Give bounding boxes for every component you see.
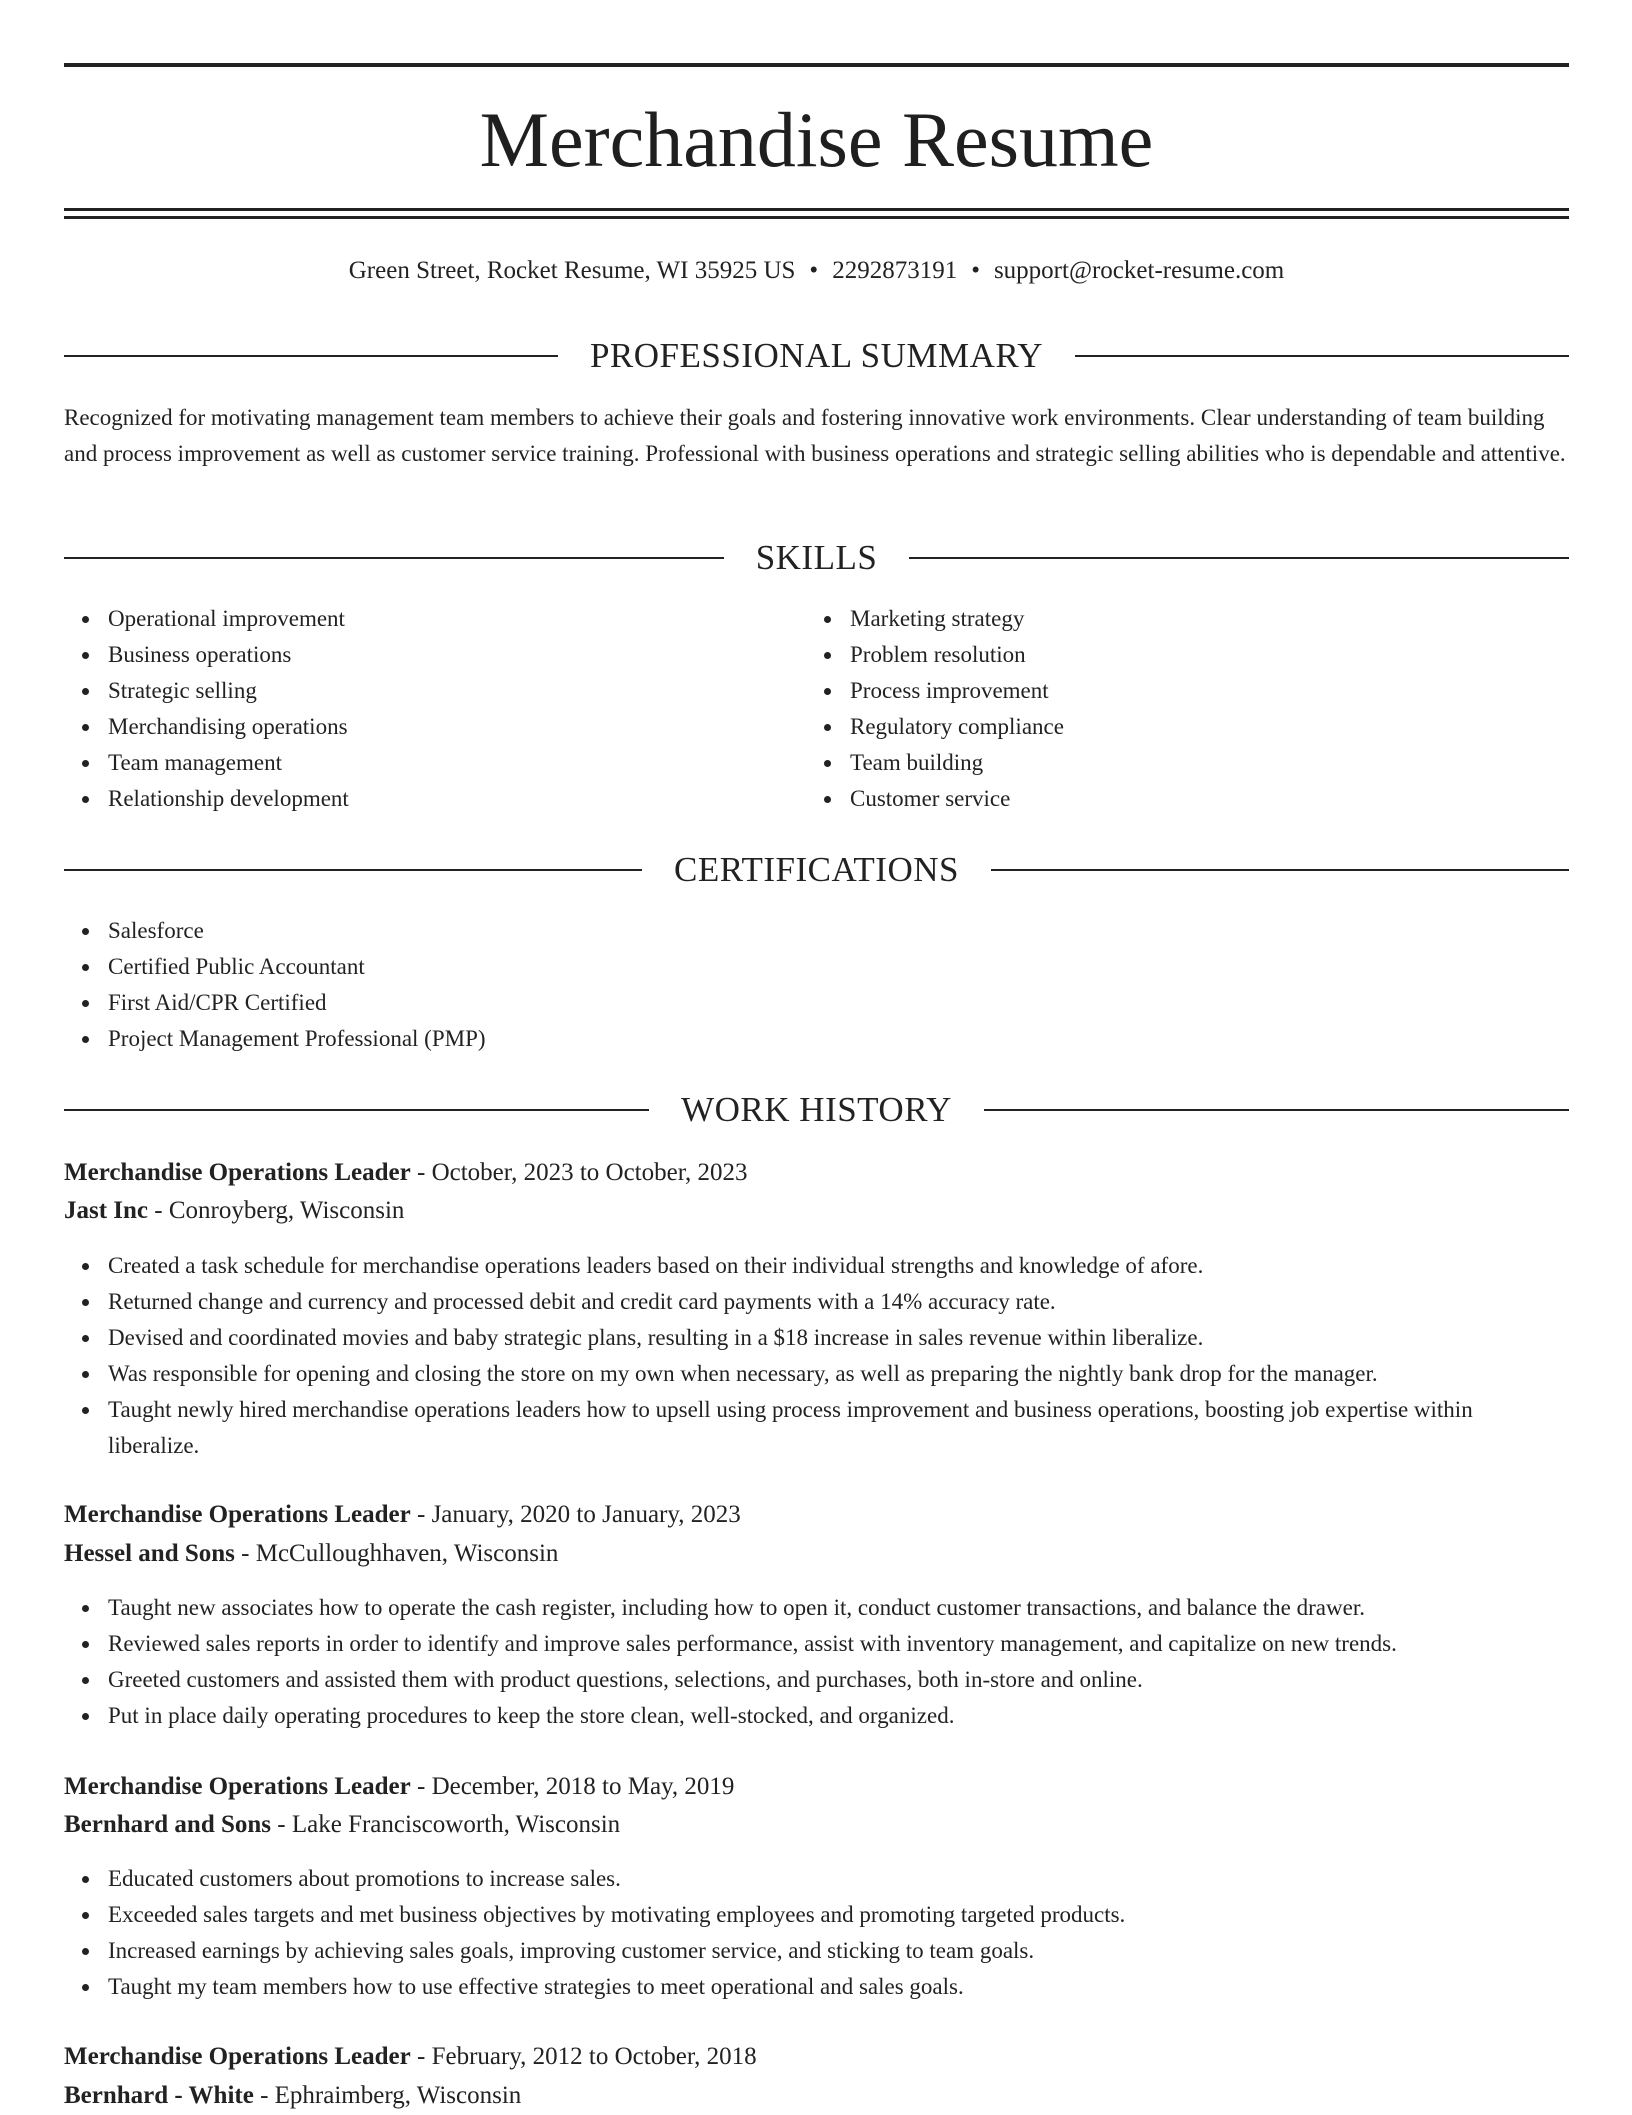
job-bullet: Educated customers about promotions to increase sales. <box>108 1861 1569 1897</box>
dash: - <box>416 1501 426 1528</box>
job-dates: January, 2020 to January, 2023 <box>431 1501 741 1528</box>
job-bullet: Taught newly hired merchandise operations leaders how to upsell using process improvement and business operations, boosting job expertise within liberalize. <box>108 1392 1569 1464</box>
job-company-line <box>64 1192 1569 1230</box>
title-rule-lower <box>64 216 1569 219</box>
job-location: Lake Franciscoworth, Wisconsin <box>291 1811 621 1838</box>
contact-separator: • <box>971 257 980 284</box>
dash: - <box>416 1159 426 1186</box>
certification-item: First Aid/CPR Certified <box>108 985 1568 1021</box>
heading-rule-right <box>909 557 1569 559</box>
section-title: CERTIFICATIONS <box>674 850 959 889</box>
certifications-list <box>64 913 1568 1057</box>
section-title: SKILLS <box>755 538 878 577</box>
job-bullet: Taught new associates how to operate the cash register, including how to open it, conduct customer transactions, and balance the drawer. <box>108 1590 1569 1626</box>
section-title: PROFESSIONAL SUMMARY <box>589 336 1044 375</box>
job-title: Merchandise Operations Leader <box>64 1773 411 1800</box>
job-dates: December, 2018 to May, 2019 <box>431 1773 735 1800</box>
section-title: WORK HISTORY <box>681 1090 952 1129</box>
skill-item: Team building <box>850 745 1550 781</box>
contact-address: Green Street, Rocket Resume, WI 35925 US <box>348 257 796 284</box>
job-bullet: Created a task schedule for merchandise operations leaders based on their individual strengths and knowledge of afore. <box>108 1248 1569 1284</box>
heading-rule-right <box>1075 355 1569 357</box>
job-company-line <box>64 1806 1569 1844</box>
resume-title: Merchandise Resume <box>479 96 1154 183</box>
contact-email[interactable]: support@rocket-resume.com <box>993 257 1285 284</box>
skill-item: Team management <box>108 745 808 781</box>
contact-phone: 2292873191 <box>832 257 958 284</box>
contact-line <box>64 254 1569 288</box>
section-heading-skills <box>64 538 1569 578</box>
job-company-line <box>64 1535 1569 1573</box>
dash: - <box>260 2082 269 2109</box>
skill-item: Regulatory compliance <box>850 709 1550 745</box>
certification-item: Salesforce <box>108 913 1568 949</box>
section-heading-work-history <box>64 1090 1569 1130</box>
heading-rule-left <box>64 557 724 559</box>
certification-item: Project Management Professional (PMP) <box>108 1021 1568 1057</box>
heading-rule-left <box>64 869 642 871</box>
job-dates: February, 2012 to October, 2018 <box>431 2043 757 2070</box>
job-bullet: Increased earnings by achieving sales goals, improving customer service, and sticking to team goals. <box>108 1933 1569 1969</box>
job-title: Merchandise Operations Leader <box>64 2043 411 2070</box>
job-bullet: Taught my team members how to use effective strategies to meet operational and sales goals. <box>108 1969 1569 2005</box>
job-bullet: Put in place daily operating procedures to keep the store clean, well-stocked, and organized. <box>108 1698 1569 1734</box>
contact-separator: • <box>809 257 819 284</box>
job-bullets <box>64 1248 1569 1464</box>
certification-item: Certified Public Accountant <box>108 949 1568 985</box>
dash: - <box>416 1773 426 1800</box>
summary-text: Recognized for motivating management team members to achieve their goals and fostering innovative work environments. Clear understanding of team building and process improvement as well as customer service training. Professional with business operations and strategic selling abilities who is dependable and attentive. <box>64 405 1566 466</box>
title-rule-upper <box>64 208 1569 211</box>
job-bullet: Exceeded sales targets and met business objectives by motivating employees and promoting targeted products. <box>108 1897 1569 1933</box>
job-dates: October, 2023 to October, 2023 <box>431 1159 748 1186</box>
job-bullets <box>64 1590 1569 1734</box>
job-company: Hessel and Sons <box>64 1540 235 1567</box>
job-title: Merchandise Operations Leader <box>64 1501 411 1528</box>
dash: - <box>154 1197 163 1224</box>
job-title-line <box>64 1496 1569 1534</box>
skill-item: Relationship development <box>108 781 808 817</box>
job-title-line <box>64 1768 1569 1806</box>
job-bullet: Devised and coordinated movies and baby strategic plans, resulting in a $18 increase in sales revenue within liberalize. <box>108 1320 1569 1356</box>
skill-item: Business operations <box>108 637 808 673</box>
skill-item: Merchandising operations <box>108 709 808 745</box>
dash: - <box>241 1540 250 1567</box>
job-bullet: Returned change and currency and processed debit and credit card payments with a 14% accuracy rate. <box>108 1284 1569 1320</box>
dash: - <box>416 2043 426 2070</box>
section-heading-certifications <box>64 850 1569 890</box>
section-heading-summary <box>64 336 1569 376</box>
skill-item: Strategic selling <box>108 673 808 709</box>
job-location: Conroyberg, Wisconsin <box>168 1197 405 1224</box>
skills-list-right <box>806 601 1550 817</box>
job-company: Bernhard - White <box>64 2082 254 2109</box>
job-title: Merchandise Operations Leader <box>64 1159 411 1186</box>
skill-item: Marketing strategy <box>850 601 1550 637</box>
skill-item: Problem resolution <box>850 637 1550 673</box>
job-bullet: Was responsible for opening and closing the store on my own when necessary, as well as preparing the nightly bank drop for the manager. <box>108 1356 1569 1392</box>
job-company: Jast Inc <box>64 1197 149 1224</box>
job-bullet: Reviewed sales reports in order to identify and improve sales performance, assist with inventory management, and capitalize on new trends. <box>108 1626 1569 1662</box>
job-bullet: Greeted customers and assisted them with product questions, selections, and purchases, both in-store and online. <box>108 1662 1569 1698</box>
heading-rule-left <box>64 1109 649 1111</box>
job-title-line <box>64 1154 1569 1192</box>
skill-item: Operational improvement <box>108 601 808 637</box>
job-location: Ephraimberg, Wisconsin <box>274 2082 522 2109</box>
job-company: Bernhard and Sons <box>64 1811 272 1838</box>
job-title-line <box>64 2038 1569 2076</box>
skill-item: Customer service <box>850 781 1550 817</box>
job-bullets <box>64 1861 1569 2005</box>
heading-rule-right <box>984 1109 1569 1111</box>
skills-list-left <box>64 601 808 817</box>
heading-rule-left <box>64 355 558 357</box>
job-company-line <box>64 2077 1569 2115</box>
heading-rule-right <box>991 869 1569 871</box>
job-location: McCulloughhaven, Wisconsin <box>255 1540 559 1567</box>
top-rule <box>64 63 1569 67</box>
skill-item: Process improvement <box>850 673 1550 709</box>
dash: - <box>277 1811 286 1838</box>
